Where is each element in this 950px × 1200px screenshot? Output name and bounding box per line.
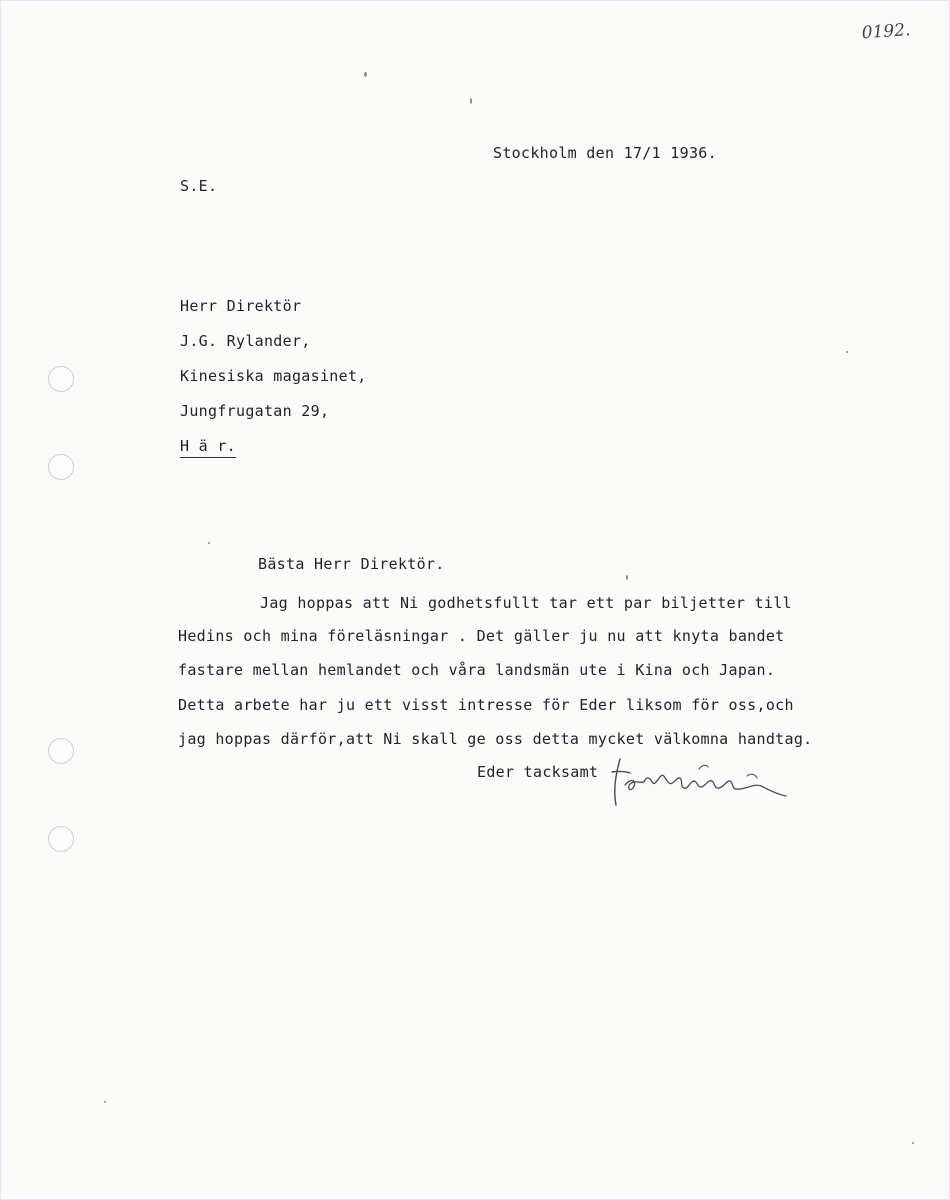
body-line-3: fastare mellan hemlandet och våra landsmän ute i Kina och Japan. <box>178 661 776 679</box>
punch-hole <box>48 454 74 480</box>
body-line-4: Detta arbete har ju ett visst intresse för Eder liksom för oss,och <box>178 696 794 714</box>
paper-speck <box>208 542 210 544</box>
closing: Eder tacksamt <box>477 763 599 781</box>
body-line-1: Jag hoppas att Ni godhetsfullt tar ett par biljetter till <box>260 594 792 612</box>
salutation: Bästa Herr Direktör. <box>258 555 445 573</box>
address-line-3: Kinesiska magasinet, <box>180 367 367 385</box>
sender-initials: S.E. <box>180 177 218 195</box>
dateline: Stockholm den 17/1 1936. <box>493 144 717 162</box>
paper-speck <box>470 98 472 104</box>
address-line-1: Herr Direktör <box>180 297 302 315</box>
address-line-4: Jungfrugatan 29, <box>180 402 330 420</box>
address-line-5: H ä r. <box>180 439 236 458</box>
punch-hole <box>48 738 74 764</box>
paper-speck <box>364 72 367 77</box>
paper-speck <box>846 351 848 353</box>
archive-number: 0192. <box>861 20 912 44</box>
address-line-2: J.G. Rylander, <box>180 332 311 350</box>
paper-speck <box>912 1142 914 1144</box>
handwritten-signature <box>610 749 800 807</box>
punch-hole <box>48 366 74 392</box>
paper-speck <box>104 1101 106 1103</box>
body-line-5: jag hoppas därför,att Ni skall ge oss detta mycket välkomna handtag. <box>178 730 813 748</box>
body-line-2: Hedins och mina föreläsningar . Det gäller ju nu att knyta bandet <box>178 627 785 645</box>
paper-speck <box>626 575 628 580</box>
punch-hole <box>48 826 74 852</box>
